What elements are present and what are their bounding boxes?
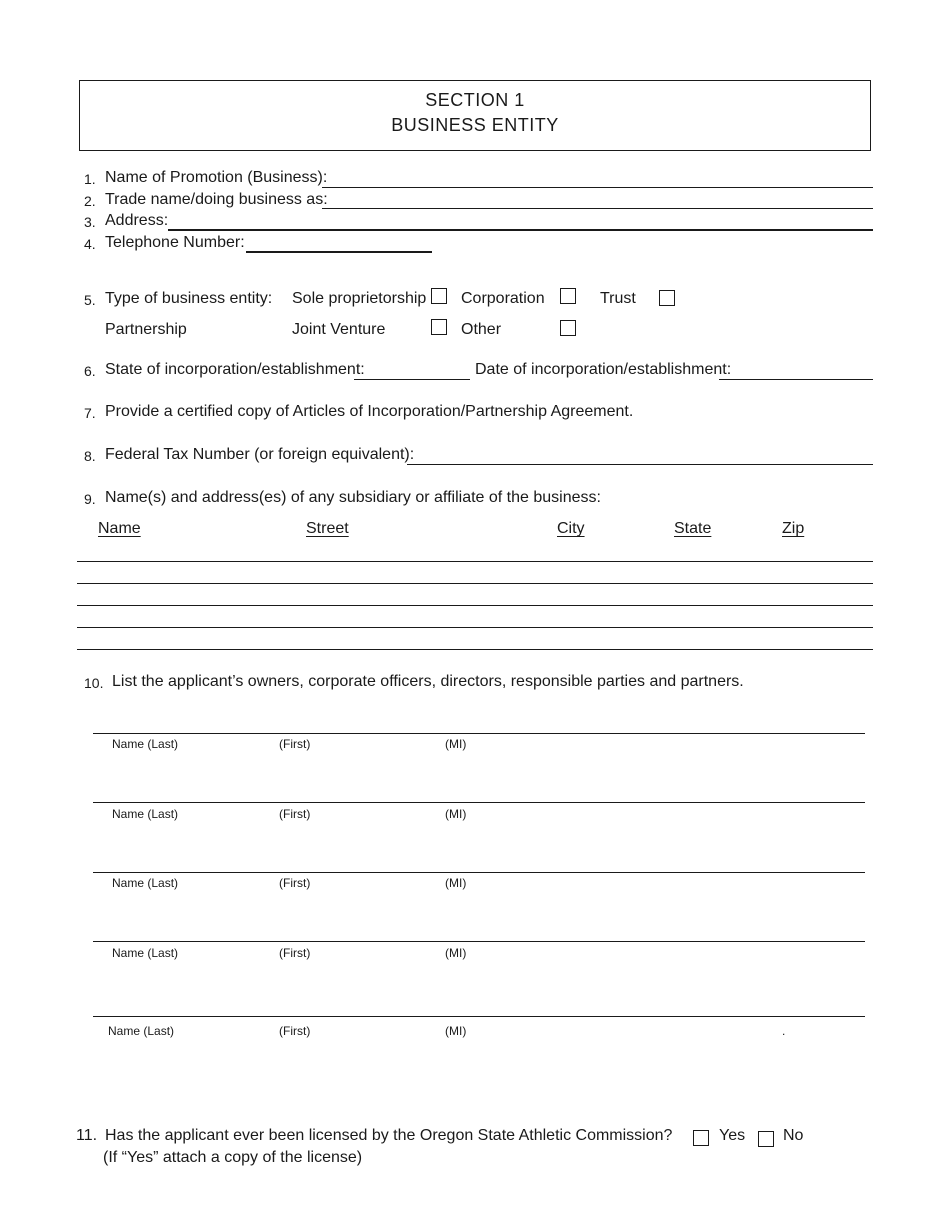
q4-number: 4.: [84, 236, 96, 252]
section-title: BUSINESS ENTITY: [391, 115, 559, 135]
q11-number: 11.: [76, 1127, 98, 1144]
q9-entry-line[interactable]: [77, 583, 873, 584]
q1-number: 1.: [84, 171, 96, 187]
q6-date-field[interactable]: [719, 379, 873, 380]
field-name-last: Name (Last): [112, 737, 179, 751]
q1-business-name-field[interactable]: [322, 187, 873, 188]
option-sole-proprietorship-label: Sole proprietorship: [292, 290, 427, 307]
yes-checkbox[interactable]: [693, 1130, 709, 1146]
field-first: (First): [279, 737, 311, 751]
no-checkbox[interactable]: [758, 1131, 774, 1147]
q9-col-name: Name: [98, 520, 141, 537]
q2-label: Trade name/doing business as:: [105, 191, 328, 208]
q6-date-label: Date of incorporation/establishment:: [475, 361, 732, 378]
option-partnership-label: Partnership: [105, 321, 187, 338]
q1-label: Name of Promotion (Business):: [105, 169, 328, 186]
q7-number: 7.: [84, 405, 96, 421]
field-name-last: Name (Last): [112, 946, 179, 960]
q2-trade-name-field[interactable]: [322, 208, 873, 209]
q11-note: (If “Yes” attach a copy of the license): [103, 1149, 363, 1166]
yes-label: Yes: [719, 1127, 746, 1144]
person-entry-line[interactable]: [93, 1016, 865, 1017]
person-entry-line[interactable]: [93, 733, 865, 734]
q9-col-state: State: [674, 520, 712, 537]
q9-entry-line[interactable]: [77, 627, 873, 628]
q9-entry-line[interactable]: [77, 649, 873, 650]
q6-number: 6.: [84, 363, 96, 379]
q2-number: 2.: [84, 193, 96, 209]
q3-address-field[interactable]: [168, 229, 873, 231]
q9-entry-line[interactable]: [77, 605, 873, 606]
q9-number: 9.: [84, 491, 96, 507]
other-checkbox[interactable]: [560, 320, 576, 336]
trailing-period: .: [782, 1024, 786, 1038]
field-first: (First): [279, 1024, 311, 1038]
q8-label: Federal Tax Number (or foreign equivalent):: [105, 446, 415, 463]
field-name-last: Name (Last): [112, 876, 179, 890]
section-number: SECTION 1: [425, 90, 525, 110]
q5-number: 5.: [84, 292, 96, 308]
q3-label: Address:: [105, 212, 169, 229]
section-header: [79, 80, 871, 151]
q4-telephone-field[interactable]: [246, 251, 432, 253]
field-mi: (MI): [445, 807, 467, 821]
option-corporation-label: Corporation: [461, 290, 545, 307]
field-first: (First): [279, 807, 311, 821]
trust-checkbox[interactable]: [659, 290, 675, 306]
q8-tax-number-field[interactable]: [407, 464, 873, 465]
field-mi: (MI): [445, 737, 467, 751]
q9-col-street: Street: [306, 520, 349, 537]
q9-entry-line[interactable]: [77, 561, 873, 562]
person-entry-line[interactable]: [93, 941, 865, 942]
q11-label: Has the applicant ever been licensed by the Oregon State Athletic Commission?: [105, 1127, 673, 1144]
field-name-last: Name (Last): [108, 1024, 175, 1038]
field-name-last: Name (Last): [112, 807, 179, 821]
q9-col-city: City: [557, 520, 585, 537]
corporation-checkbox[interactable]: [560, 288, 576, 304]
person-entry-line[interactable]: [93, 872, 865, 873]
option-trust-label: Trust: [600, 290, 636, 307]
q10-label: List the applicant’s owners, corporate officers, directors, responsible parties and partners.: [112, 673, 744, 690]
person-entry-line[interactable]: [93, 802, 865, 803]
q5-label: Type of business entity:: [105, 290, 273, 307]
field-mi: (MI): [445, 946, 467, 960]
field-first: (First): [279, 876, 311, 890]
option-joint-venture-label: Joint Venture: [292, 321, 386, 338]
q8-number: 8.: [84, 448, 96, 464]
option-other-label: Other: [461, 321, 502, 338]
q4-label: Telephone Number:: [105, 234, 245, 251]
field-mi: (MI): [445, 1024, 467, 1038]
field-first: (First): [279, 946, 311, 960]
q9-label: Name(s) and address(es) of any subsidiary or affiliate of the business:: [105, 489, 601, 506]
field-mi: (MI): [445, 876, 467, 890]
q6-state-field[interactable]: [354, 379, 470, 380]
no-label: No: [783, 1127, 804, 1144]
q10-number: 10.: [84, 675, 104, 691]
q6-state-label: State of incorporation/establishment:: [105, 361, 365, 378]
q9-col-zip: Zip: [782, 520, 805, 537]
sole-proprietorship-checkbox[interactable]: [431, 288, 447, 304]
joint-venture-checkbox[interactable]: [431, 319, 447, 335]
q3-number: 3.: [84, 214, 96, 230]
q7-label: Provide a certified copy of Articles of Incorporation/Partnership Agreement.: [105, 403, 634, 420]
